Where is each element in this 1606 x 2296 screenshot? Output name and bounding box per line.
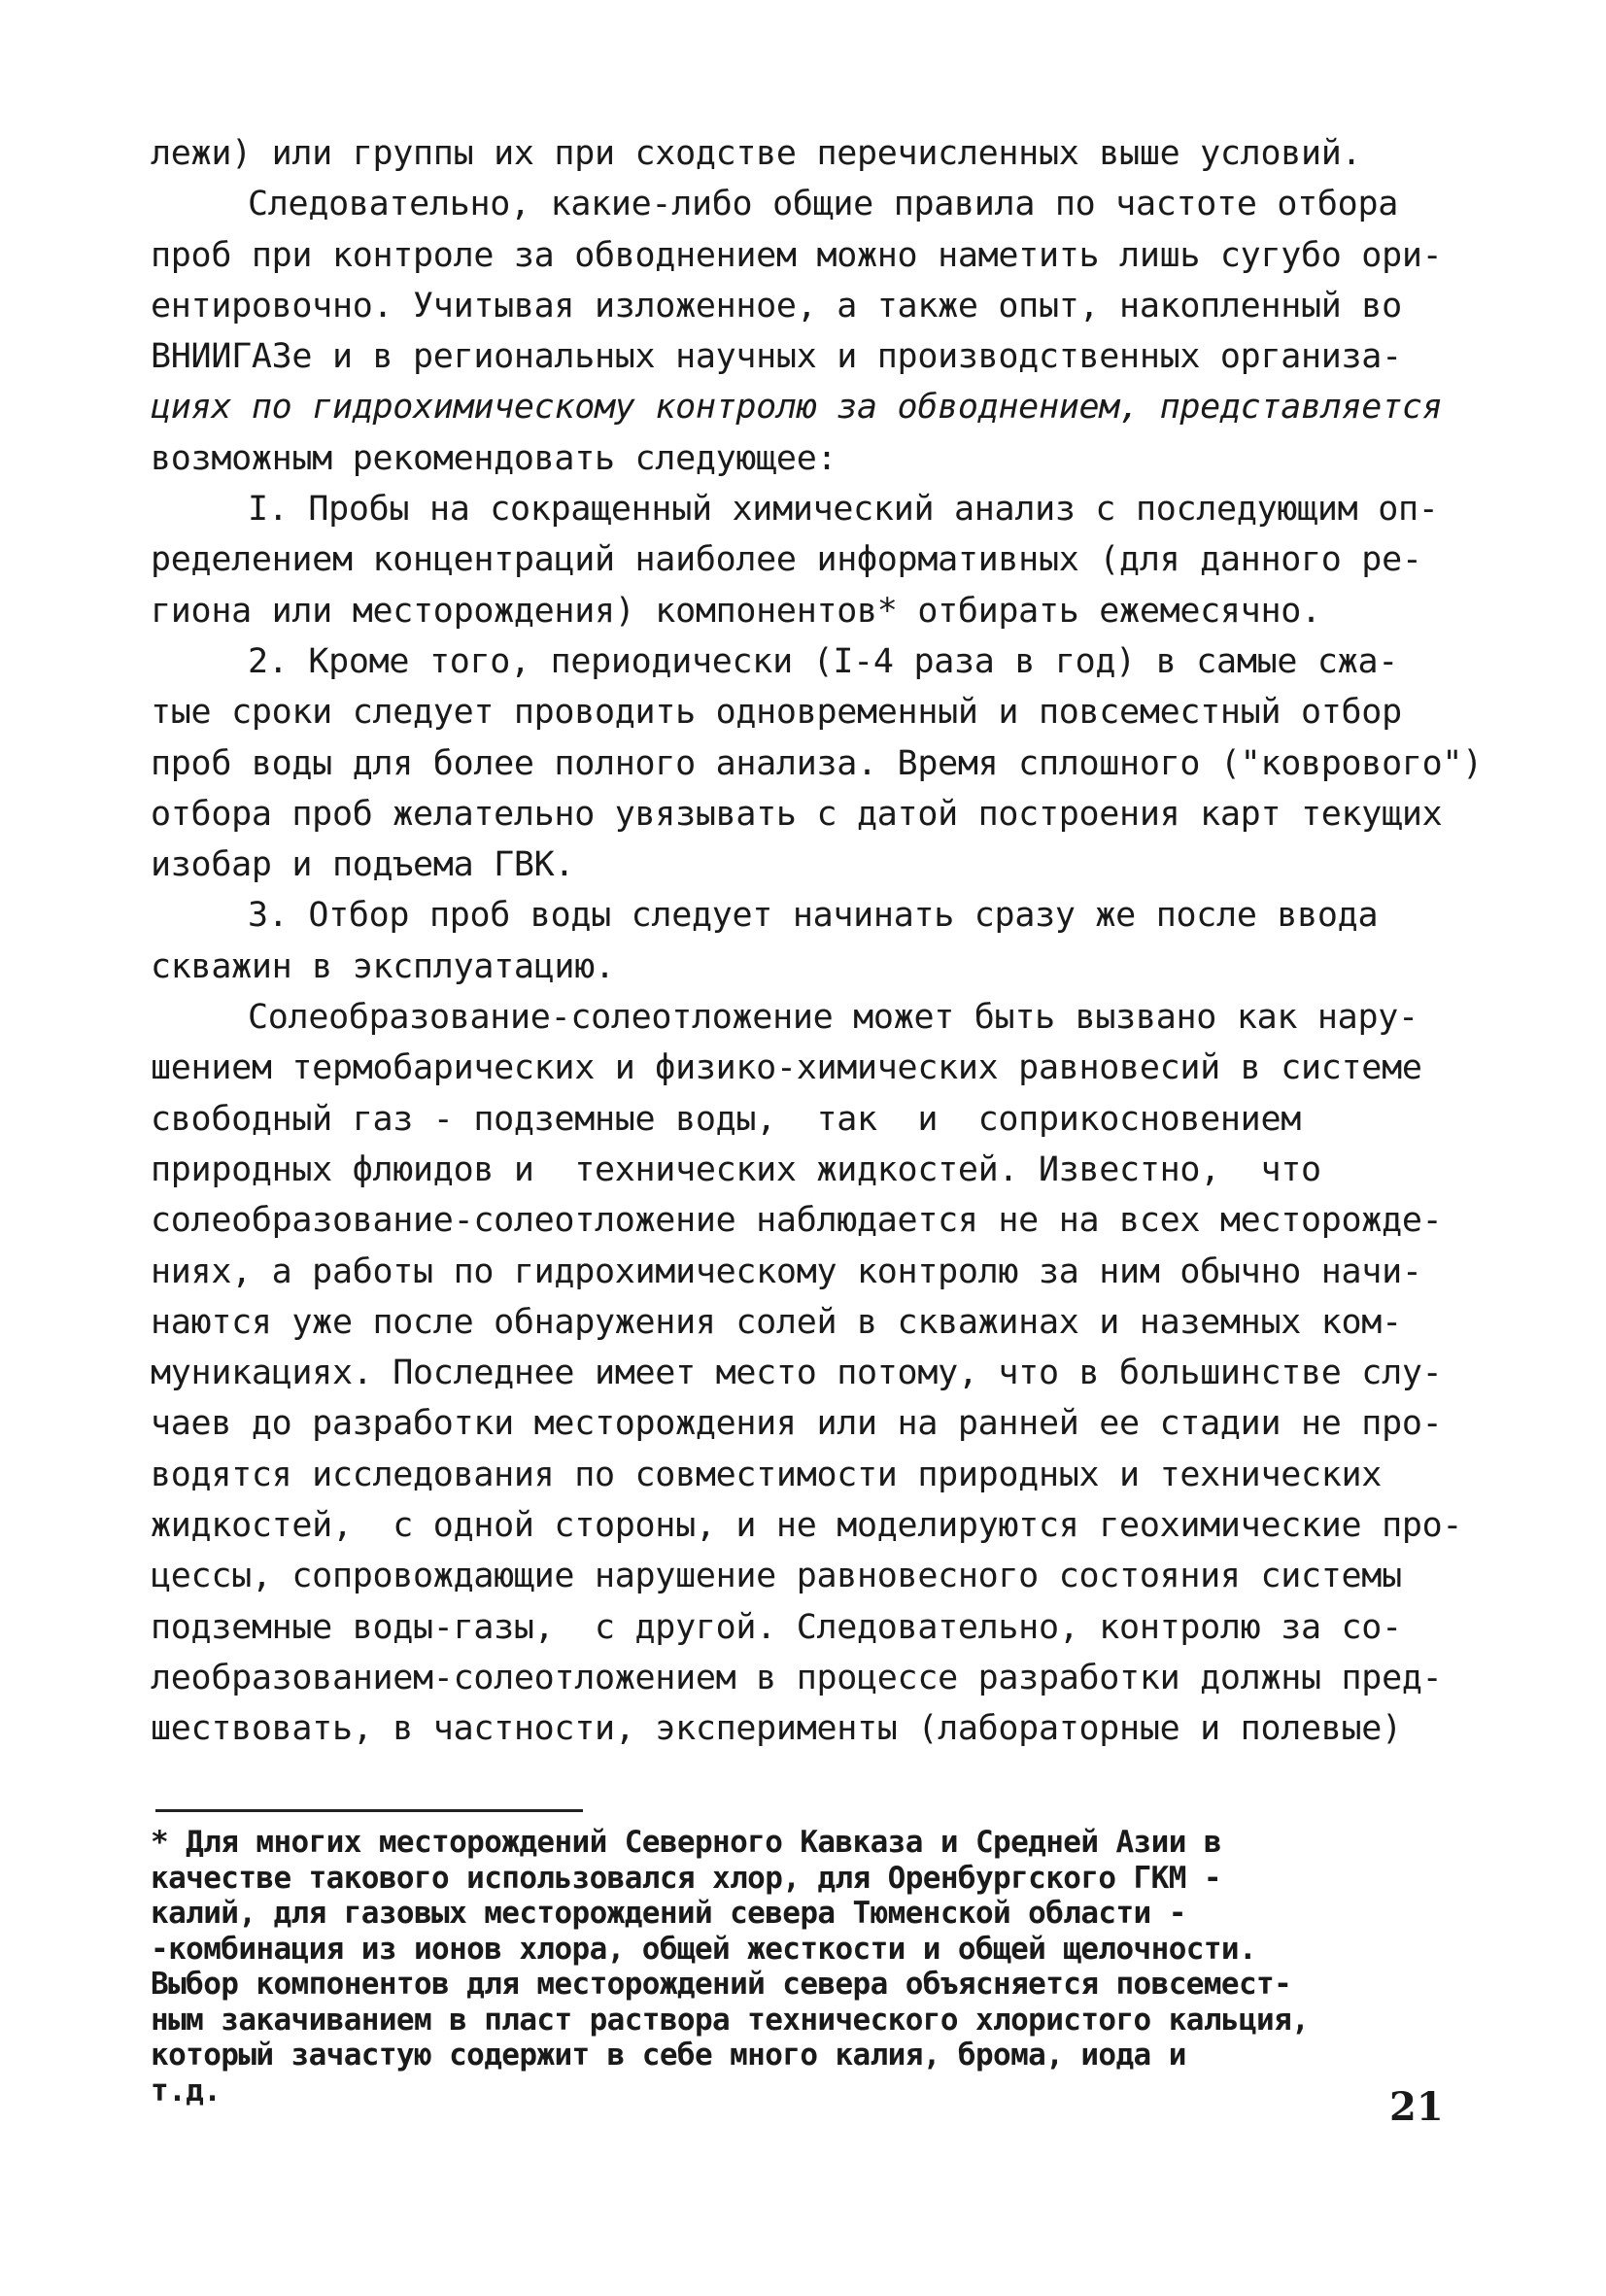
page-number: 21 xyxy=(1389,2084,1444,2130)
text-line: I. Пробы на сокращенный химический анализ с последующим оп- xyxy=(248,490,1439,530)
text-line: проб при контроле за обводнением можно наметить лишь сугубо ори- xyxy=(151,235,1443,275)
footnote-divider xyxy=(155,1809,583,1812)
text-line: ВНИИГАЗе и в региональных научных и производственных организа- xyxy=(151,337,1402,377)
footnote-line: -комбинация из ионов хлора, общей жесткости и общей щелочности. xyxy=(151,1931,1257,1967)
text-line: цессы, сопровождающие нарушение равновесного состояния системы xyxy=(151,1557,1402,1596)
text-line: циях по гидрохимическому контролю за обводнением, представляется xyxy=(151,388,1443,428)
text-line: чаев до разработки месторождения или на ранней ее стадии не про- xyxy=(151,1404,1443,1444)
text-line: ентировочно. Учитывая изложенное, а также опыт, накопленный во xyxy=(151,286,1402,326)
footnote-line: т.д. xyxy=(151,2073,222,2108)
text-line: возможным рекомендовать следующее: xyxy=(151,438,837,478)
text-line: тые сроки следует проводить одновременный и повсеместный отбор xyxy=(151,693,1402,733)
text-line: отбора проб желательно увязывать с датой построения карт текущих xyxy=(151,794,1443,834)
text-line: жидкостей, с одной стороны, и не моделируются геохимические про- xyxy=(151,1506,1463,1546)
text-line: гиона или месторождения) компонентов* отбирать ежемесячно. xyxy=(151,591,1321,631)
text-line: подземные воды-газы, с другой. Следовательно, контролю за со- xyxy=(151,1607,1402,1647)
footnote-line: который зачастую содержит в себе много калия, брома, иода и xyxy=(151,2038,1186,2073)
text-line: муникациях. Последнее имеет место потому, что в большинстве слу- xyxy=(151,1354,1443,1393)
text-line: леобразованием-солеотложением в процессе разработки должны пред- xyxy=(151,1658,1443,1697)
footnote-line: Выбор компонентов для месторождений севера объясняется повсемест- xyxy=(151,1967,1292,2002)
footnote-line: ным закачиванием в пласт раствора технического хлористого кальция, xyxy=(151,2002,1310,2038)
text-line: наются уже после обнаружения солей в скважинах и наземных ком- xyxy=(151,1302,1402,1342)
text-line: природных флюидов и технических жидкостей. Известно, что xyxy=(151,1149,1321,1189)
text-line: шествовать, в частности, эксперименты (лабораторные и полевые) xyxy=(151,1709,1402,1749)
text-line: ределением концентраций наиболее информативных (для данного ре- xyxy=(151,540,1422,580)
text-line: 2. Кроме того, периодически (I-4 раза в год) в самые сжа- xyxy=(248,641,1398,681)
text-line: ниях, а работы по гидрохимическому контролю за ним обычно начи- xyxy=(151,1251,1422,1291)
text-line: проб воды для более полного анализа. Время сплошного ("коврового") xyxy=(151,743,1483,783)
text-line: свободный газ - подземные воды, так и соприкосновением xyxy=(151,1099,1301,1139)
text-line: Следовательно, какие-либо общие правила по частоте отбора xyxy=(248,185,1398,224)
body-text xyxy=(151,128,1511,1755)
footnote xyxy=(151,1825,1511,2108)
text-line: изобар и подъема ГВК. xyxy=(151,845,575,885)
footnote-line: * Для многих месторождений Северного Кавказа и Средней Азии в xyxy=(151,1825,1221,1860)
footnote-line: калий, для газовых месторождений севера Тюменской области - xyxy=(151,1896,1186,1931)
text-line: 3. Отбор проб воды следует начинать сразу же после ввода xyxy=(248,896,1379,936)
text-line: шением термобарических и физико-химических равновесий в системе xyxy=(151,1048,1422,1088)
text-line: водятся исследования по совместимости природных и технических xyxy=(151,1455,1383,1494)
footnote-line: качестве такового использовался хлор, для Оренбургского ГКМ - xyxy=(151,1860,1221,1896)
text-line: Солеобразование-солеотложение может быть вызвано как нару- xyxy=(248,998,1418,1038)
text-line: солеобразование-солеотложение наблюдается не на всех месторожде- xyxy=(151,1201,1443,1241)
text-line: лежи) или группы их при сходстве перечисленных выше условий. xyxy=(151,134,1362,173)
text-line: скважин в эксплуатацию. xyxy=(151,946,615,986)
